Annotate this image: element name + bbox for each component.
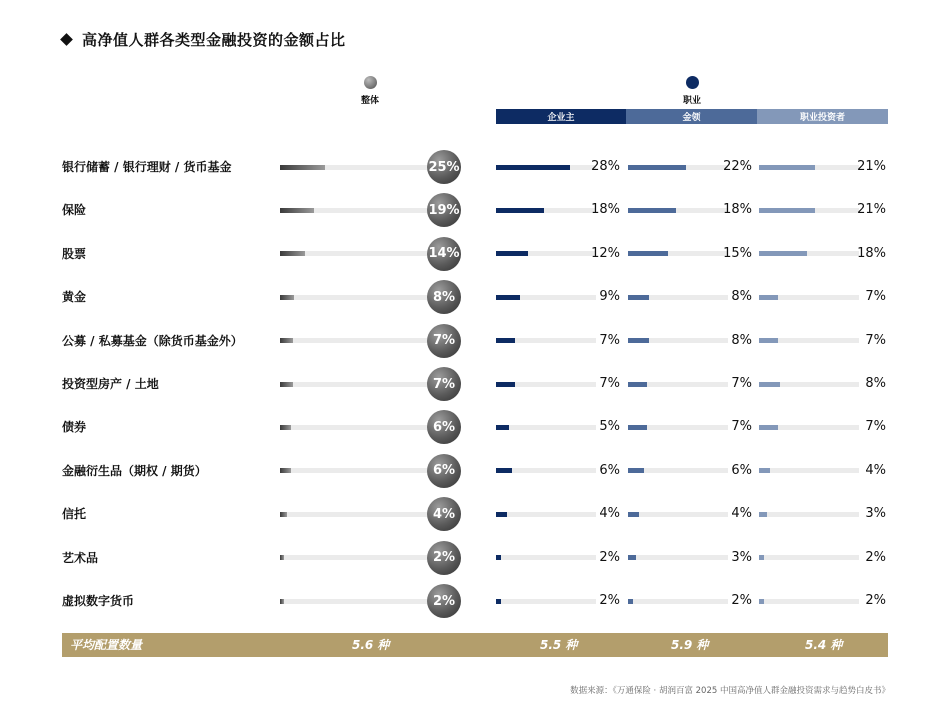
occupation-legend-dot [686,76,699,89]
group-3-bar-derivatives [759,468,770,473]
category-label-gold: 黄金 [62,290,87,305]
group-3-bar-bank [759,165,815,170]
average-count-bar [62,633,888,657]
group-3-value-derivatives: 4% [865,462,886,478]
group-3-value-insurance: 21% [857,202,886,218]
overall-bar-property [280,382,293,387]
category-label-property: 投资型房产 / 土地 [62,377,159,391]
group-2-value-property: 7% [731,376,752,391]
group-1-value-gold: 9% [599,289,620,305]
group-3-bar-art [759,555,764,560]
group-3-bar-track-insurance [759,208,859,213]
group-3-value-stocks: 18% [857,245,886,261]
overall-bar-track-trust [280,512,430,517]
overall-bar-gold [280,295,294,300]
group-2-value-funds: 8% [731,332,752,348]
group-2-bar-insurance [628,208,676,213]
overall-bar-track-derivatives [280,468,430,473]
data-source-note: 数据来源：《万通保险 · 胡润百富 2025 中国高净值人群金融投资需求与趋势白皮书》 [570,686,890,696]
group-3-bar-track-bank [759,165,859,170]
group-2-bar-bank [628,165,686,170]
category-label-bank: 银行储蓄 / 银行理财 / 货币基金 [62,160,232,174]
group-2-value-gold: 8% [731,289,752,305]
overall-bar-track-gold [280,295,430,300]
group-2-value-insurance: 18% [723,202,752,218]
group-3-bar-track-art [759,555,859,560]
group-2-bar-funds [628,338,649,343]
group-3-value-crypto: 2% [865,593,886,608]
group-3-value-bonds: 7% [865,419,886,435]
overall-value-badge-art: 2% [427,541,461,575]
overall-bar-track-crypto [280,599,430,604]
group-1-bar-crypto [496,599,501,604]
overall-value-badge-funds: 7% [427,324,461,358]
group-3-bar-track-crypto [759,599,859,604]
overall-bar-track-insurance [280,208,430,213]
diamond-icon [60,33,73,46]
group-header-business-owner: 企业主 [496,109,626,124]
group-1-value-crypto: 2% [599,593,620,608]
category-label-funds: 公募 / 私募基金（除货币基金外） [62,333,243,348]
category-label-insurance: 保险 [62,203,87,218]
overall-bar-funds [280,338,293,343]
overall-bar-crypto [280,599,284,604]
group-1-value-property: 7% [599,376,620,391]
group-3-bar-track-derivatives [759,468,859,473]
overall-bar-track-art [280,555,430,560]
overall-value-badge-property: 7% [427,367,461,401]
category-label-bonds: 债券 [62,420,87,435]
overall-bar-art [280,555,284,560]
group-1-bar-art [496,555,501,560]
group-1-value-bank: 28% [591,159,620,174]
group-2-value-bank: 22% [723,159,752,174]
group-2-bar-property [628,382,647,387]
category-label-stocks: 股票 [62,246,87,261]
group-1-bar-funds [496,338,515,343]
group-1-value-art: 2% [599,549,620,565]
group-3-value-funds: 7% [865,332,886,348]
group-3-value-gold: 7% [865,289,886,305]
overall-value-badge-bank: 25% [427,150,461,184]
category-label-trust: 信托 [62,507,87,522]
group-1-bar-stocks [496,251,528,256]
group-2-value-derivatives: 6% [731,462,752,478]
overall-value-badge-insurance: 19% [427,193,461,227]
overall-value-badge-stocks: 14% [427,237,461,271]
overall-value-badge-crypto: 2% [427,584,461,618]
group-2-bar-trust [628,512,639,517]
overall-bar-track-property [280,382,430,387]
overall-bar-track-bonds [280,425,430,430]
category-label-art: 艺术品 [62,550,99,565]
group-1-bar-bonds [496,425,509,430]
average-count-label: 平均配置数量 [70,638,143,652]
group-2-value-trust: 4% [731,506,752,522]
group-3-bar-track-property [759,382,859,387]
group-1-bar-bank [496,165,570,170]
group-header-professional-investor: 职业投资者 [757,109,888,124]
group-2-bar-derivatives [628,468,644,473]
category-label-crypto: 虚拟数字货币 [62,594,135,608]
group-1-bar-insurance [496,208,544,213]
overall-value-badge-bonds: 6% [427,410,461,444]
group-3-bar-track-trust [759,512,859,517]
group-3-value-property: 8% [865,376,886,391]
overall-legend-label: 整体 [360,96,379,106]
group-2-bar-crypto [628,599,633,604]
group-2-bar-gold [628,295,649,300]
group-1-bar-property [496,382,515,387]
group-2-value-stocks: 15% [723,245,752,261]
group-3-bar-trust [759,512,767,517]
group-2-value-crypto: 2% [731,593,752,608]
overall-bar-track-stocks [280,251,430,256]
group-3-bar-gold [759,295,778,300]
group-3-bar-track-stocks [759,251,859,256]
group-2-value-art: 3% [731,549,752,565]
group-2-bar-stocks [628,251,668,256]
group-1-value-bonds: 5% [599,419,620,435]
group-3-bar-bonds [759,425,778,430]
overall-bar-trust [280,512,287,517]
overall-bar-stocks [280,251,305,256]
overall-value-badge-trust: 4% [427,497,461,531]
chart-title-text: 高净值人群各类型金融投资的金额占比 [82,30,346,49]
average-count-business-owner: 5.5 种 [540,638,578,652]
overall-bar-bank [280,165,325,170]
group-3-value-art: 2% [865,549,886,565]
group-1-value-insurance: 18% [591,202,620,218]
group-1-value-trust: 4% [599,506,620,522]
group-3-value-bank: 21% [857,159,886,174]
category-label-derivatives: 金融衍生品（期权 / 期货） [62,463,207,478]
overall-value-badge-derivatives: 6% [427,454,461,488]
group-3-bar-insurance [759,208,815,213]
group-2-bar-bonds [628,425,647,430]
overall-bar-derivatives [280,468,291,473]
group-3-bar-crypto [759,599,764,604]
group-1-value-stocks: 12% [591,245,620,261]
overall-legend-dot [364,76,377,89]
group-3-bar-stocks [759,251,807,256]
overall-bar-track-bank [280,165,430,170]
group-3-value-trust: 3% [865,506,886,522]
overall-bar-bonds [280,425,291,430]
chart-title [62,28,346,50]
average-count-professional-investor: 5.4 种 [805,638,843,652]
group-1-bar-trust [496,512,507,517]
group-3-bar-track-funds [759,338,859,343]
average-count-gold-collar: 5.9 种 [671,638,709,652]
average-count-overall: 5.6 种 [352,638,390,652]
occupation-legend-label: 职业 [682,96,701,106]
group-3-bar-track-gold [759,295,859,300]
group-1-bar-gold [496,295,520,300]
overall-bar-insurance [280,208,314,213]
group-1-value-funds: 7% [599,332,620,348]
group-1-value-derivatives: 6% [599,462,620,478]
group-2-value-bonds: 7% [731,419,752,435]
group-3-bar-track-bonds [759,425,859,430]
group-header-gold-collar: 金领 [626,109,757,124]
overall-value-badge-gold: 8% [427,280,461,314]
group-3-bar-funds [759,338,778,343]
overall-bar-track-funds [280,338,430,343]
group-1-bar-derivatives [496,468,512,473]
group-2-bar-art [628,555,636,560]
group-3-bar-property [759,382,780,387]
